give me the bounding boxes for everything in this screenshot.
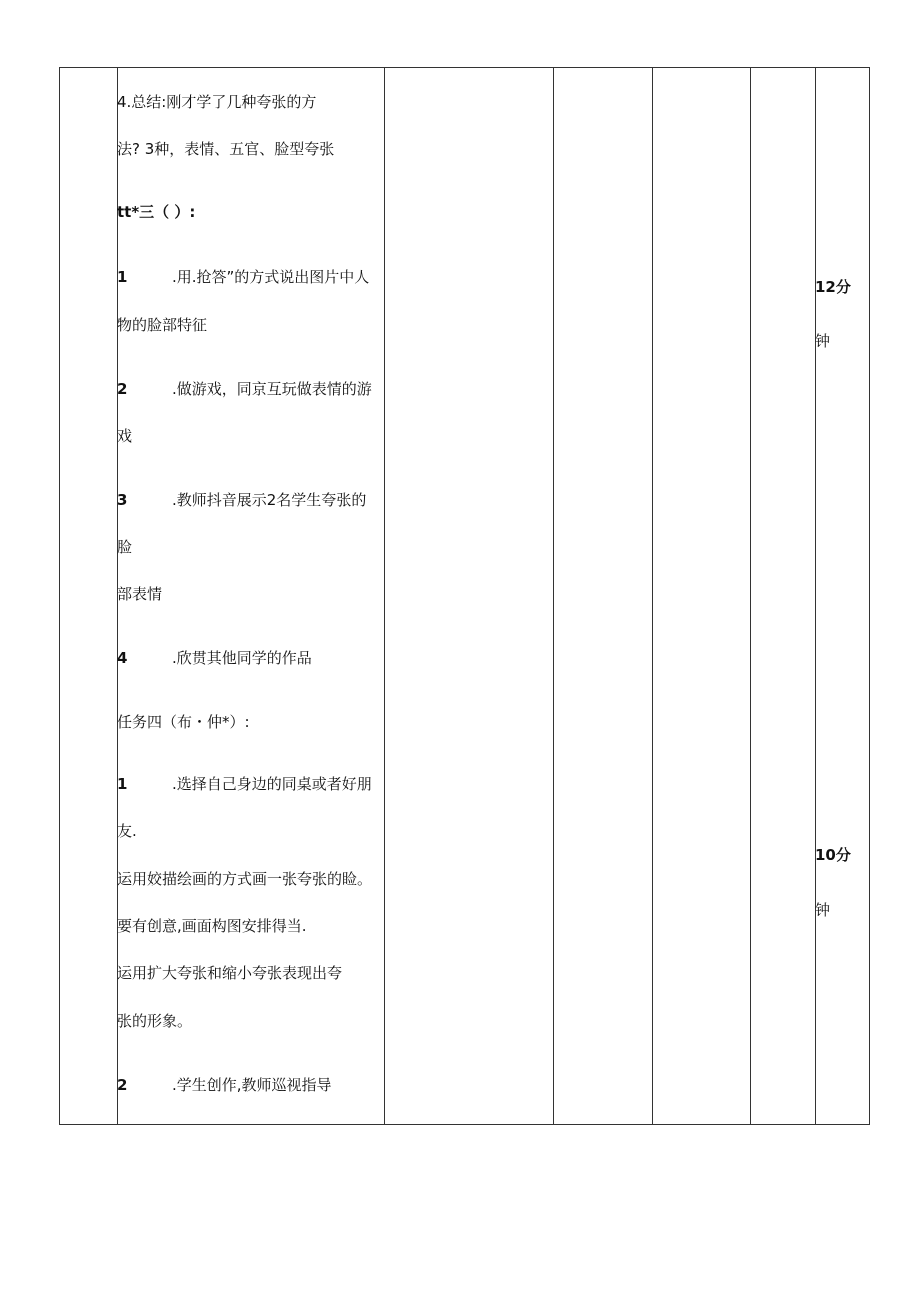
time-allocation [815,278,851,296]
time-unit: 钟 [815,901,831,919]
list-item: .教师抖音展示2名学生夸张的 [172,491,367,509]
list-number: 1 [117,268,128,286]
list-number: 1 [117,775,128,793]
time-allocation [815,846,851,864]
task3-heading: tt*三（ ）: [117,203,196,221]
column-divider [815,68,816,1124]
requirement-line: 运用姣描绘画的方式画一张夸张的睑。 [117,870,373,888]
column-divider [750,68,751,1124]
list-number: 4 [117,649,128,667]
requirement-line: 要有创意,画面构图安排得当. [117,917,307,935]
time-unit: 钟 [815,332,831,350]
list-number: 3 [117,491,128,509]
list-item-continuation: 友. [117,822,137,840]
list-item: .欣贯其他同学的作品 [172,649,312,667]
column-divider [384,68,385,1124]
list-item-continuation: 部表情 [117,585,163,603]
list-item-continuation: 脸 [117,538,133,556]
time-value: 12分 [815,278,851,296]
list-item: .选择自己身边的同桌或者好朋 [172,775,372,793]
list-item-continuation: 物的脸部特征 [117,316,208,334]
list-item: .用.抢答”的方式说出图片中人 [172,268,370,286]
list-item: .学生创作,教师巡视指导 [172,1076,332,1094]
summary-line: 4.总结:刚才学了几种夸张的方 [117,93,317,111]
requirement-line: 运用扩大夸张和缩小夸张表现出夸 [117,964,343,982]
list-item: .做游戏，同京互玩做表情的游 [172,380,372,398]
task4-heading: 任务四（布・仲*）: [117,713,250,731]
list-number: 2 [117,380,128,398]
list-number: 2 [117,1076,128,1094]
column-divider [553,68,554,1124]
requirement-line: 张的形象。 [117,1012,193,1030]
column-divider [652,68,653,1124]
list-item-continuation: 戏 [117,427,133,445]
time-value: 10分 [815,846,851,864]
summary-line: 法? 3种，表情、五官、脸型夸张 [117,140,335,158]
